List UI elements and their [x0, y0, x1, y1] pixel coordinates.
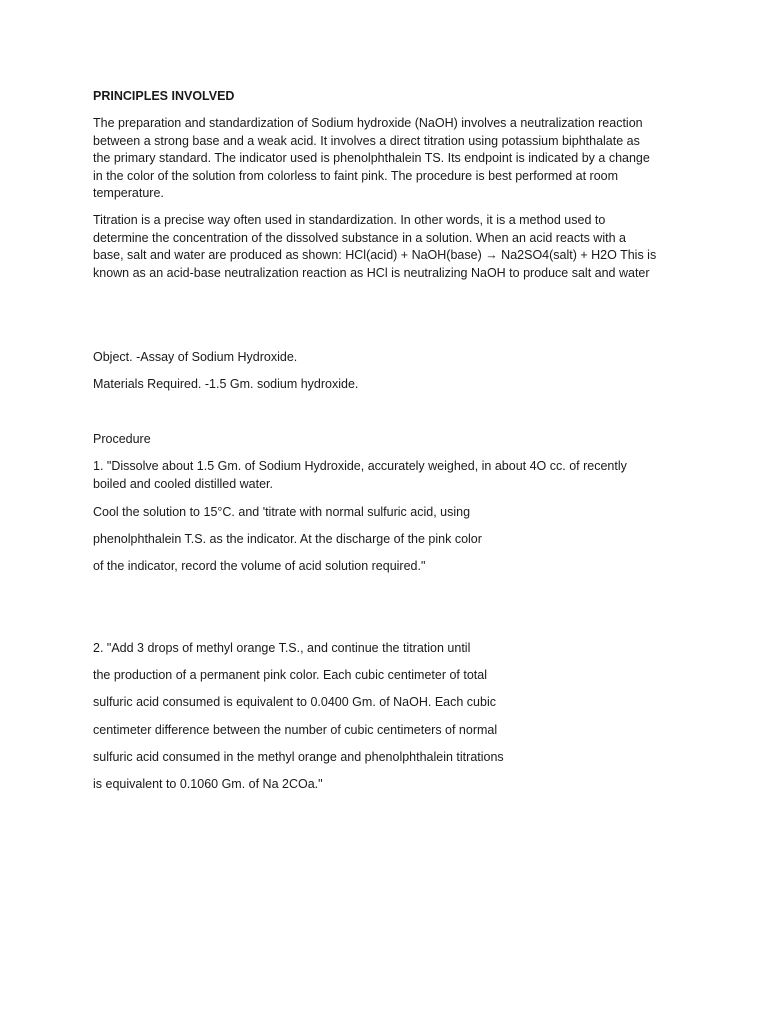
materials-line: Materials Required. -1.5 Gm. sodium hydroxide. [93, 377, 359, 391]
procedure-heading: Procedure [93, 432, 151, 446]
paragraph-line: boiled and cooled distilled water. [93, 476, 273, 491]
paragraph-line: The preparation and standardization of Sodium hydroxide (NaOH) involves a neutralization reaction [93, 116, 643, 130]
procedure-step-1-line: phenolphthalein T.S. as the indicator. At the discharge of the pink color [93, 532, 482, 546]
paragraph-line: known as an acid-base neutralization reaction as HCl is neutralizing NaOH to produce salt and water [93, 265, 650, 280]
paragraph-line: temperature. [93, 186, 164, 200]
procedure-step-1 [93, 458, 683, 493]
procedure-step-2-line: sulfuric acid consumed in the methyl orange and phenolphthalein titrations [93, 750, 504, 764]
object-line: Object. -Assay of Sodium Hydroxide. [93, 350, 298, 364]
section-heading-principles: PRINCIPLES INVOLVED [93, 89, 235, 103]
paragraph-line: between a strong base and a weak acid. It involves a direct titration using potassium biphthalate as [93, 133, 640, 148]
paragraph-line: 1. "Dissolve about 1.5 Gm. of Sodium Hydroxide, accurately weighed, in about 4O cc. of recently [93, 459, 627, 473]
paragraph-principles [93, 115, 683, 203]
paragraph-line: base, salt and water are produced as shown: HCl(acid) + NaOH(base) → Na2SO4(salt) + H2O This is [93, 248, 657, 262]
procedure-step-2-line: sulfuric acid consumed is equivalent to 0.0400 Gm. of NaOH. Each cubic [93, 695, 496, 709]
paragraph-titration [93, 212, 683, 282]
procedure-step-1-line: Cool the solution to 15°C. and 'titrate with normal sulfuric acid, using [93, 505, 471, 519]
paragraph-line: Titration is a precise way often used in standardization. In other words, it is a method used to [93, 213, 606, 227]
procedure-step-1-line: of the indicator, record the volume of acid solution required." [93, 559, 426, 573]
procedure-step-2-line: is equivalent to 0.1060 Gm. of Na 2COa." [93, 777, 323, 791]
paragraph-line: the primary standard. The indicator used is phenolphthalein TS. Its endpoint is indicated by a change [93, 151, 650, 165]
paragraph-line: in the color of the solution from colorless to faint pink. The procedure is best performed at room [93, 168, 619, 183]
procedure-step-2-line: the production of a permanent pink color. Each cubic centimeter of total [93, 668, 487, 682]
procedure-step-2-line: centimeter difference between the number of cubic centimeters of normal [93, 723, 498, 737]
paragraph-line: determine the concentration of the dissolved substance in a solution. When an acid reacts with a [93, 230, 626, 245]
procedure-step-2-line: 2. "Add 3 drops of methyl orange T.S., and continue the titration until [93, 641, 471, 655]
